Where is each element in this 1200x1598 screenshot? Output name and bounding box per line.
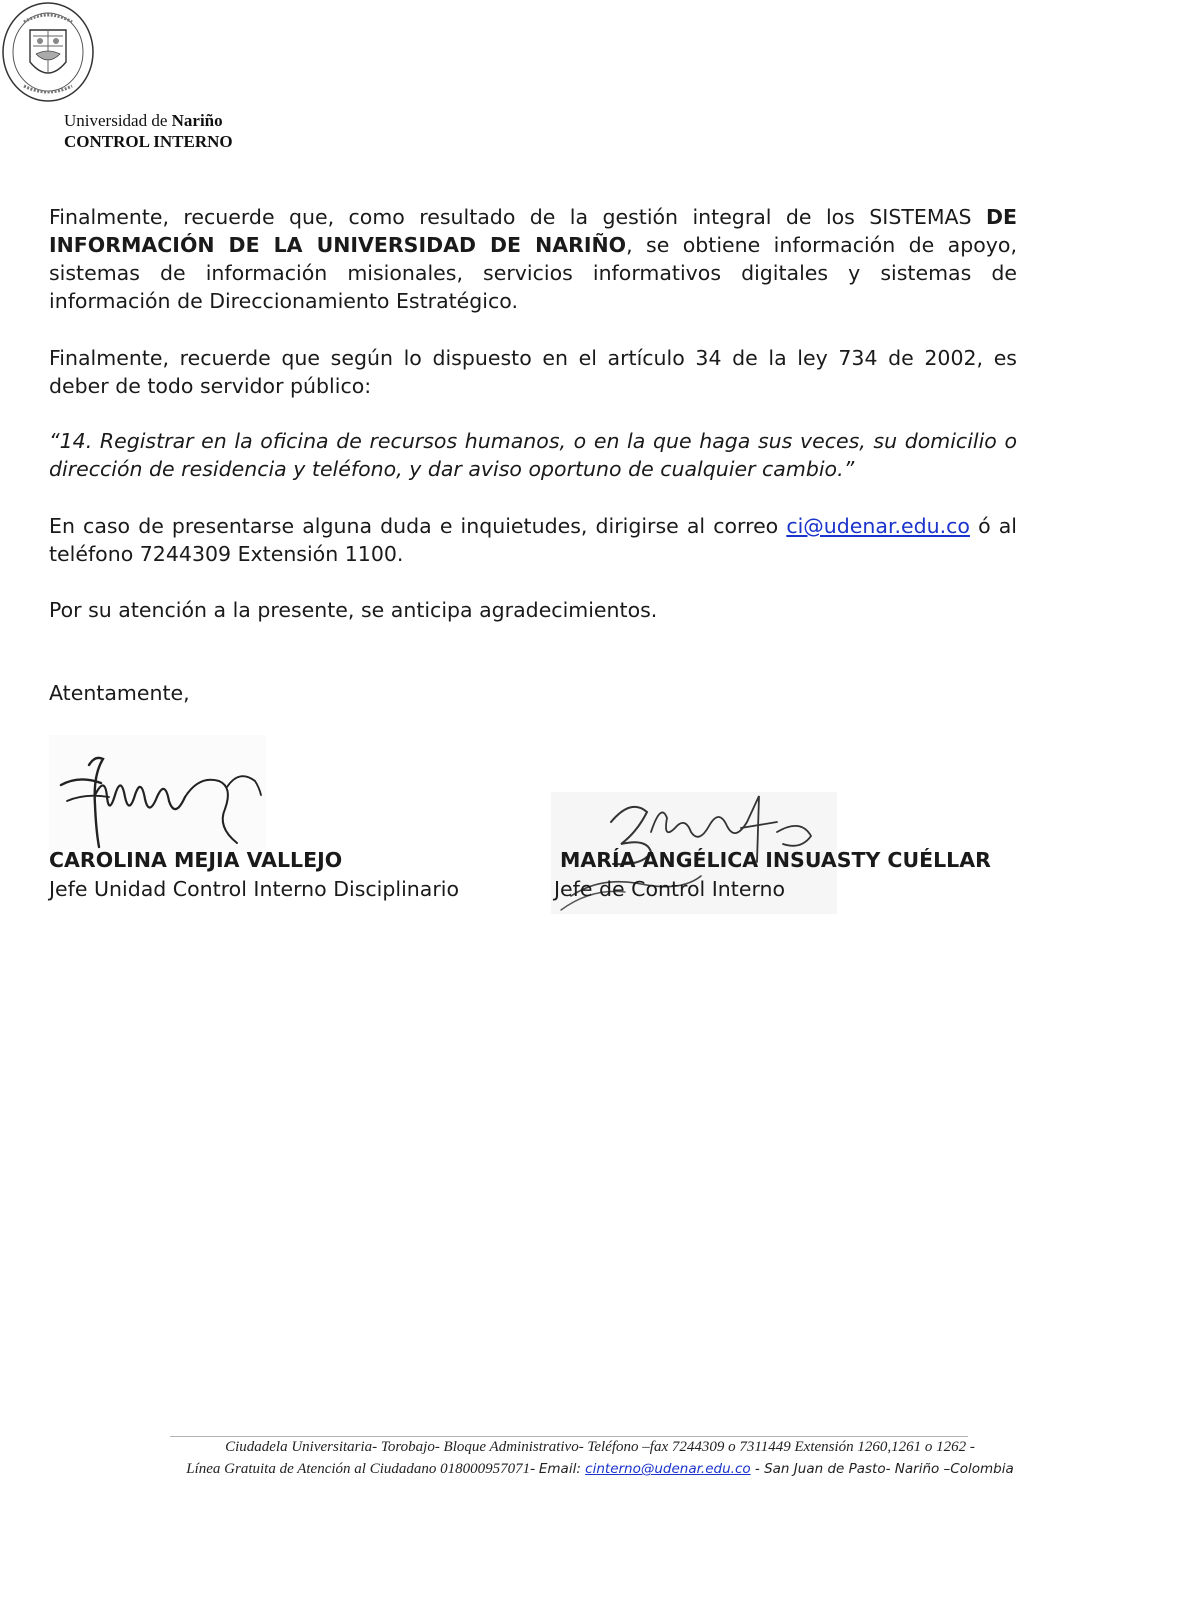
signatory-1: [49, 846, 459, 904]
paragraph-legal-duty: Finalmente, recuerde que según lo dispuesto en el artículo 34 de la ley 734 de 2002, es deber de todo servidor público:: [49, 346, 1017, 398]
paragraph-contact: [49, 512, 1017, 568]
closing-salutation: Atentamente,: [49, 681, 190, 705]
paragraph-law-quote: “14. Registrar en la oficina de recursos humanos, o en la que haga sus veces, su domicilio o dirección de residencia y teléfono, y dar aviso oportuno de cualquier cambio.”: [49, 429, 1017, 481]
university-seal-logo: [0, 0, 96, 106]
paragraph-1-text-b: , se obtiene información de apoyo, sistemas de información misionales, servicios informativos digitales y sistemas de información de Direccionamiento Estratégico.: [49, 233, 1017, 313]
paragraph-1-text-a: Finalmente, recuerde que, como resultado de la gestión integral de los SISTEMAS: [49, 205, 986, 229]
contact-email-link[interactable]: ci@udenar.edu.co: [786, 514, 970, 538]
footer-email-link[interactable]: cinterno@udenar.edu.co: [585, 1461, 751, 1477]
signatory-1-role: Jefe Unidad Control Interno Disciplinario: [49, 877, 459, 901]
institution-name-line: [64, 110, 233, 131]
paragraph-thanks: Por su atención a la presente, se anticipa agradecimientos.: [49, 598, 658, 622]
footer-email-label: Email:: [538, 1461, 586, 1477]
footer-address: Ciudadela Universitaria- Torobajo- Bloque Administrativo- Teléfono –fax 7244309 o 7311449 Extensión 1260,1261 o 1262 -: [225, 1439, 975, 1455]
signatory-2: [554, 846, 991, 904]
footer-location: - San Juan de Pasto- Nariño –Colombia: [750, 1461, 1014, 1477]
paragraph-4-text-b: ó al teléfono 7244309 Extensión 1100.: [49, 514, 1017, 566]
signature-1-image: [49, 735, 266, 850]
institution-header: [64, 110, 233, 152]
signatory-2-name: MARÍA ANGÉLICA INSUASTY CUÉLLAR: [560, 848, 991, 872]
footer-hotline: Línea Gratuita de Atención al Ciudadano 018000957071-: [186, 1461, 539, 1477]
footer-contact-line: [40, 1459, 1160, 1480]
institution-name: Nariño: [171, 111, 223, 130]
signatory-1-name: CAROLINA MEJIA VALLEJO: [49, 848, 343, 872]
paragraph-1-bold: DE INFORMACIÓN DE LA UNIVERSIDAD DE NARIÑO: [49, 205, 1017, 257]
institution-prefix: Universidad de: [64, 111, 168, 130]
paragraph-information-systems: [49, 203, 1017, 315]
signatory-2-role: Jefe de Control Interno: [554, 877, 786, 901]
paragraph-4-text-a: En caso de presentarse alguna duda e inquietudes, dirigirse al correo: [49, 514, 787, 538]
department-name: CONTROL INTERNO: [64, 132, 233, 151]
